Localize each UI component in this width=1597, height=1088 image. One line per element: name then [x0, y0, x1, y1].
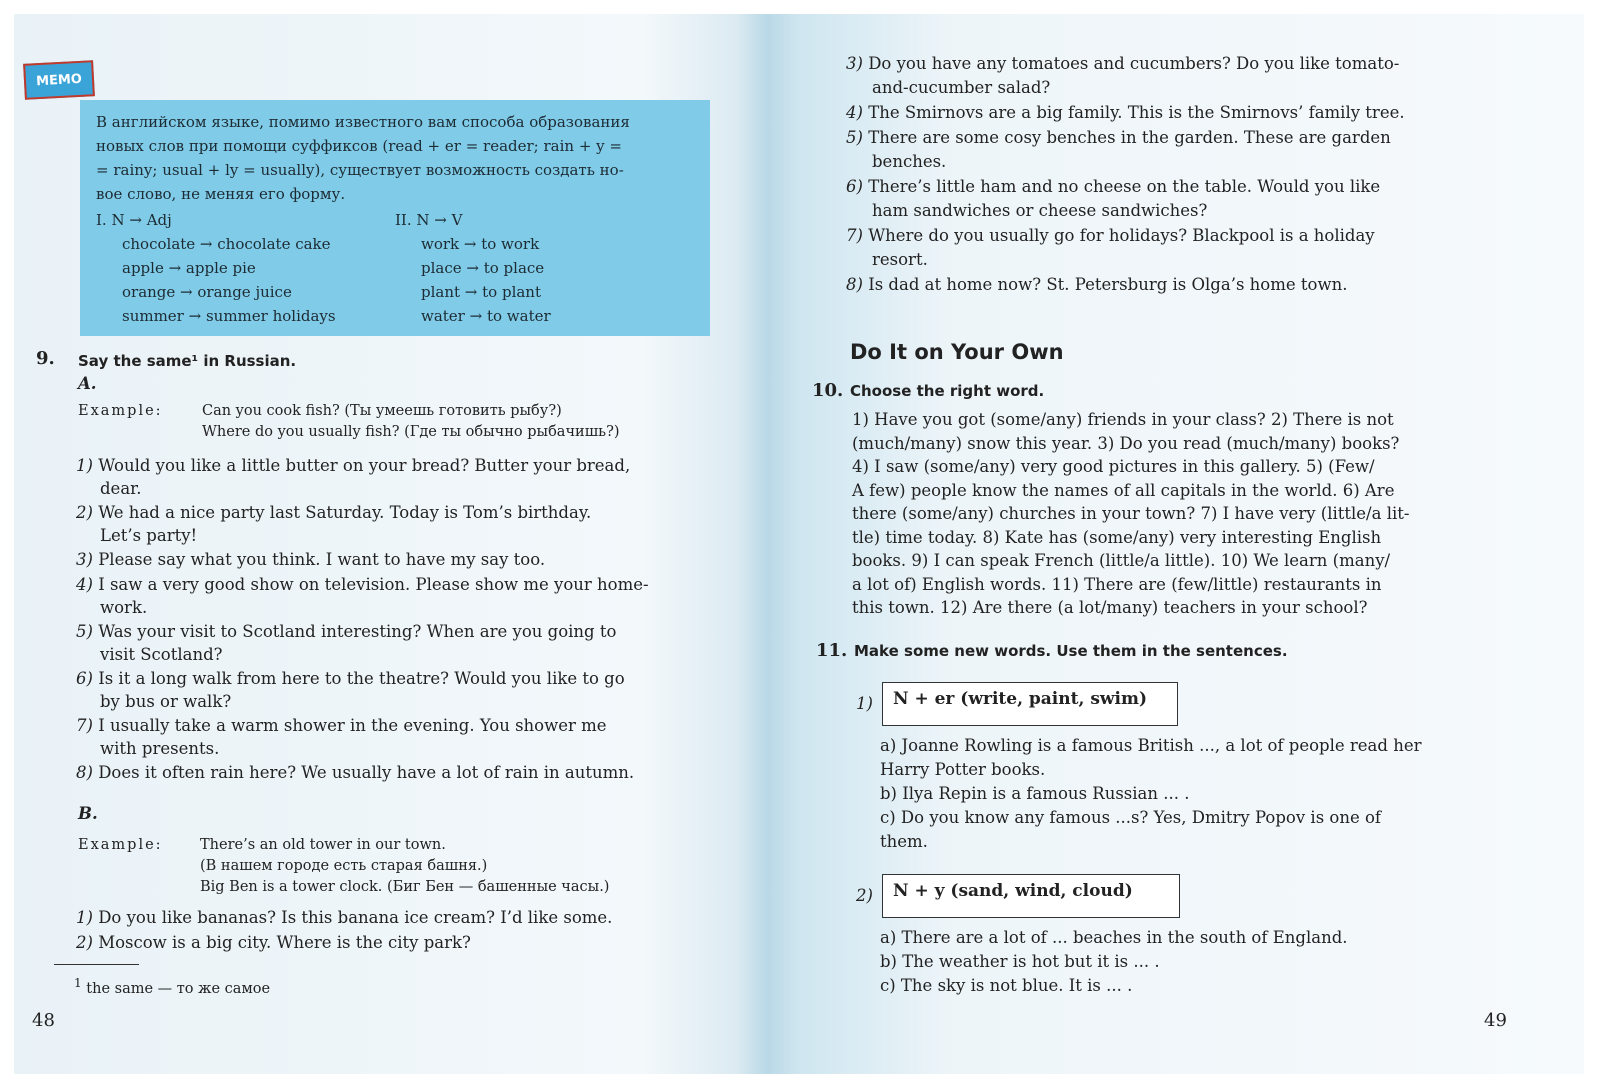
sentence-line: c) The sky is not blue. It is ... .	[880, 976, 1133, 995]
exercise-title: Say the same¹ in Russian.	[78, 352, 297, 370]
exercise-title: Make some new words. Use them in the sentences.	[854, 642, 1288, 660]
list-item-continuation: with presents.	[100, 739, 220, 758]
list-item-continuation: work.	[100, 598, 148, 617]
example-label: Example:	[78, 837, 163, 853]
example-line: (В нашем городе есть старая башня.)	[200, 858, 488, 874]
sentence-line: them.	[880, 832, 928, 851]
sentence-line: c) Do you know any famous ...s? Yes, Dmitry Popov is one of	[880, 808, 1382, 827]
rule-item: apple → apple pie	[122, 259, 256, 277]
list-item: 3) Please say what you think. I want to have my say too.	[76, 550, 546, 569]
memo-text-line: В английском языке, помимо известного вам способа образования	[96, 113, 630, 131]
example-line: There’s an old tower in our town.	[200, 837, 446, 853]
memo-rules	[96, 208, 694, 328]
footnote: $^1$ the same — то же самое	[74, 976, 271, 997]
left-page	[14, 14, 754, 1074]
part-label: A.	[78, 374, 97, 393]
book-spread	[14, 14, 1584, 1074]
memo-text-line: вое слово, не меняя его форму.	[96, 185, 346, 203]
sentence-line: a) There are a lot of ... beaches in the south of England.	[880, 928, 1348, 947]
example-line: Big Ben is a tower clock. (Биг Бен — башенные часы.)	[200, 879, 610, 895]
list-item: 3) Do you have any tomatoes and cucumbers? Do you like tomato-	[846, 54, 1400, 73]
memo-text-line: = rainy; usual + ly = usually), существует возможность создать но-	[96, 161, 624, 179]
rule-item: orange → orange juice	[122, 283, 292, 301]
list-item: 5) There are some cosy benches in the garden. These are garden	[846, 128, 1391, 147]
rule-noun-to-verb	[395, 208, 694, 328]
footnote-rule	[54, 964, 139, 965]
part-label: B.	[78, 804, 98, 823]
list-item-continuation: ham sandwiches or cheese sandwiches?	[872, 201, 1208, 220]
sentence-line: a) Joanne Rowling is a famous British ..., a lot of people read her	[880, 736, 1422, 755]
exercise-line: a lot of) English words. 11) There are (few/little) restaurants in	[852, 574, 1382, 594]
list-item: 2) We had a nice party last Saturday. Today is Tom’s birthday.	[76, 503, 592, 522]
exercise-number: 11.	[816, 640, 848, 661]
list-item: 5) Was your visit to Scotland interesting? When are you going to	[76, 622, 617, 641]
page-number: 49	[1484, 1010, 1507, 1031]
exercise-line: this town. 12) Are there (a lot/many) teachers in your school?	[852, 598, 1368, 617]
memo-box	[80, 100, 710, 336]
right-page	[794, 14, 1584, 1074]
section-heading: Do It on Your Own	[850, 340, 1064, 364]
exercise-line: 4) I saw (some/any) very good pictures in this gallery. 5) (Few/	[852, 457, 1375, 476]
list-item: 1) Do you like bananas? Is this banana ice cream? I’d like some.	[76, 908, 613, 927]
example-label: Example:	[78, 403, 163, 419]
list-item: 4) The Smirnovs are a big family. This is the Smirnovs’ family tree.	[846, 103, 1405, 122]
list-item-continuation: visit Scotland?	[100, 645, 223, 664]
word-formation-box: N + y (sand, wind, cloud)	[882, 874, 1180, 918]
list-item: 7) Where do you usually go for holidays? Blackpool is a holiday	[846, 226, 1375, 245]
exercise-number: 9.	[36, 348, 55, 369]
box-number: 2)	[856, 886, 873, 905]
rule-item: summer → summer holidays	[122, 307, 336, 325]
rule-title: I. N → Adj	[96, 211, 172, 229]
box-number: 1)	[856, 694, 873, 713]
exercise-number: 10.	[812, 380, 844, 401]
exercise-line: 1) Have you got (some/any) friends in your class? 2) There is not	[852, 410, 1394, 429]
list-item: 8) Is dad at home now? St. Petersburg is Olga’s home town.	[846, 275, 1348, 294]
example-line: Where do you usually fish? (Где ты обычно рыбачишь?)	[202, 424, 620, 440]
exercise-line: A few) people know the names of all capitals in the world. 6) Are	[852, 480, 1395, 500]
example-line: Can you cook fish? (Ты умеешь готовить рыбу?)	[202, 403, 562, 419]
list-item: 6) Is it a long walk from here to the theatre? Would you like to go	[76, 669, 625, 688]
memo-text-line: новых слов при помощи суффиксов (read + er = reader; rain + y =	[96, 137, 622, 155]
rule-item: place → to place	[421, 259, 545, 277]
list-item: 2) Moscow is a big city. Where is the city park?	[76, 933, 471, 952]
page-number: 48	[32, 1010, 55, 1031]
list-item-continuation: Let’s party!	[100, 526, 198, 545]
list-item-continuation: by bus or walk?	[100, 692, 232, 711]
sentence-line: b) Ilya Repin is a famous Russian ... .	[880, 784, 1190, 803]
rule-item: chocolate → chocolate cake	[122, 235, 331, 253]
rule-item: work → to work	[421, 235, 540, 253]
list-item-continuation: and-cucumber salad?	[872, 78, 1051, 97]
list-item: 1) Would you like a little butter on your bread? Butter your bread,	[76, 456, 631, 475]
exercise-line: (much/many) snow this year. 3) Do you read (much/many) books?	[852, 433, 1400, 453]
exercise-line: books. 9) I can speak French (little/a little). 10) We learn (many/	[852, 551, 1391, 570]
exercise-title: Choose the right word.	[850, 382, 1045, 400]
list-item: 8) Does it often rain here? We usually have a lot of rain in autumn.	[76, 763, 635, 782]
exercise-line: tle) time today. 8) Kate has (some/any) very interesting English	[852, 527, 1382, 547]
sentence-line: Harry Potter books.	[880, 760, 1046, 779]
rule-item: water → to water	[421, 307, 551, 325]
rule-noun-to-adj	[96, 208, 395, 328]
list-item: 4) I saw a very good show on television. Please show me your home-	[76, 575, 649, 594]
list-item: 6) There’s little ham and no cheese on the table. Would you like	[846, 177, 1381, 196]
sentence-line: b) The weather is hot but it is ... .	[880, 952, 1160, 971]
list-item-continuation: dear.	[100, 479, 142, 498]
memo-label: МЕМО	[23, 60, 95, 100]
exercise-line: there (some/any) churches in your town? 7) I have very (little/a lit-	[852, 504, 1410, 523]
list-item-continuation: resort.	[872, 250, 928, 269]
rule-title: II. N → V	[395, 211, 463, 229]
rule-item: plant → to plant	[421, 283, 541, 301]
list-item: 7) I usually take a warm shower in the evening. You shower me	[76, 716, 607, 735]
list-item-continuation: benches.	[872, 152, 947, 171]
word-formation-box: N + er (write, paint, swim)	[882, 682, 1178, 726]
